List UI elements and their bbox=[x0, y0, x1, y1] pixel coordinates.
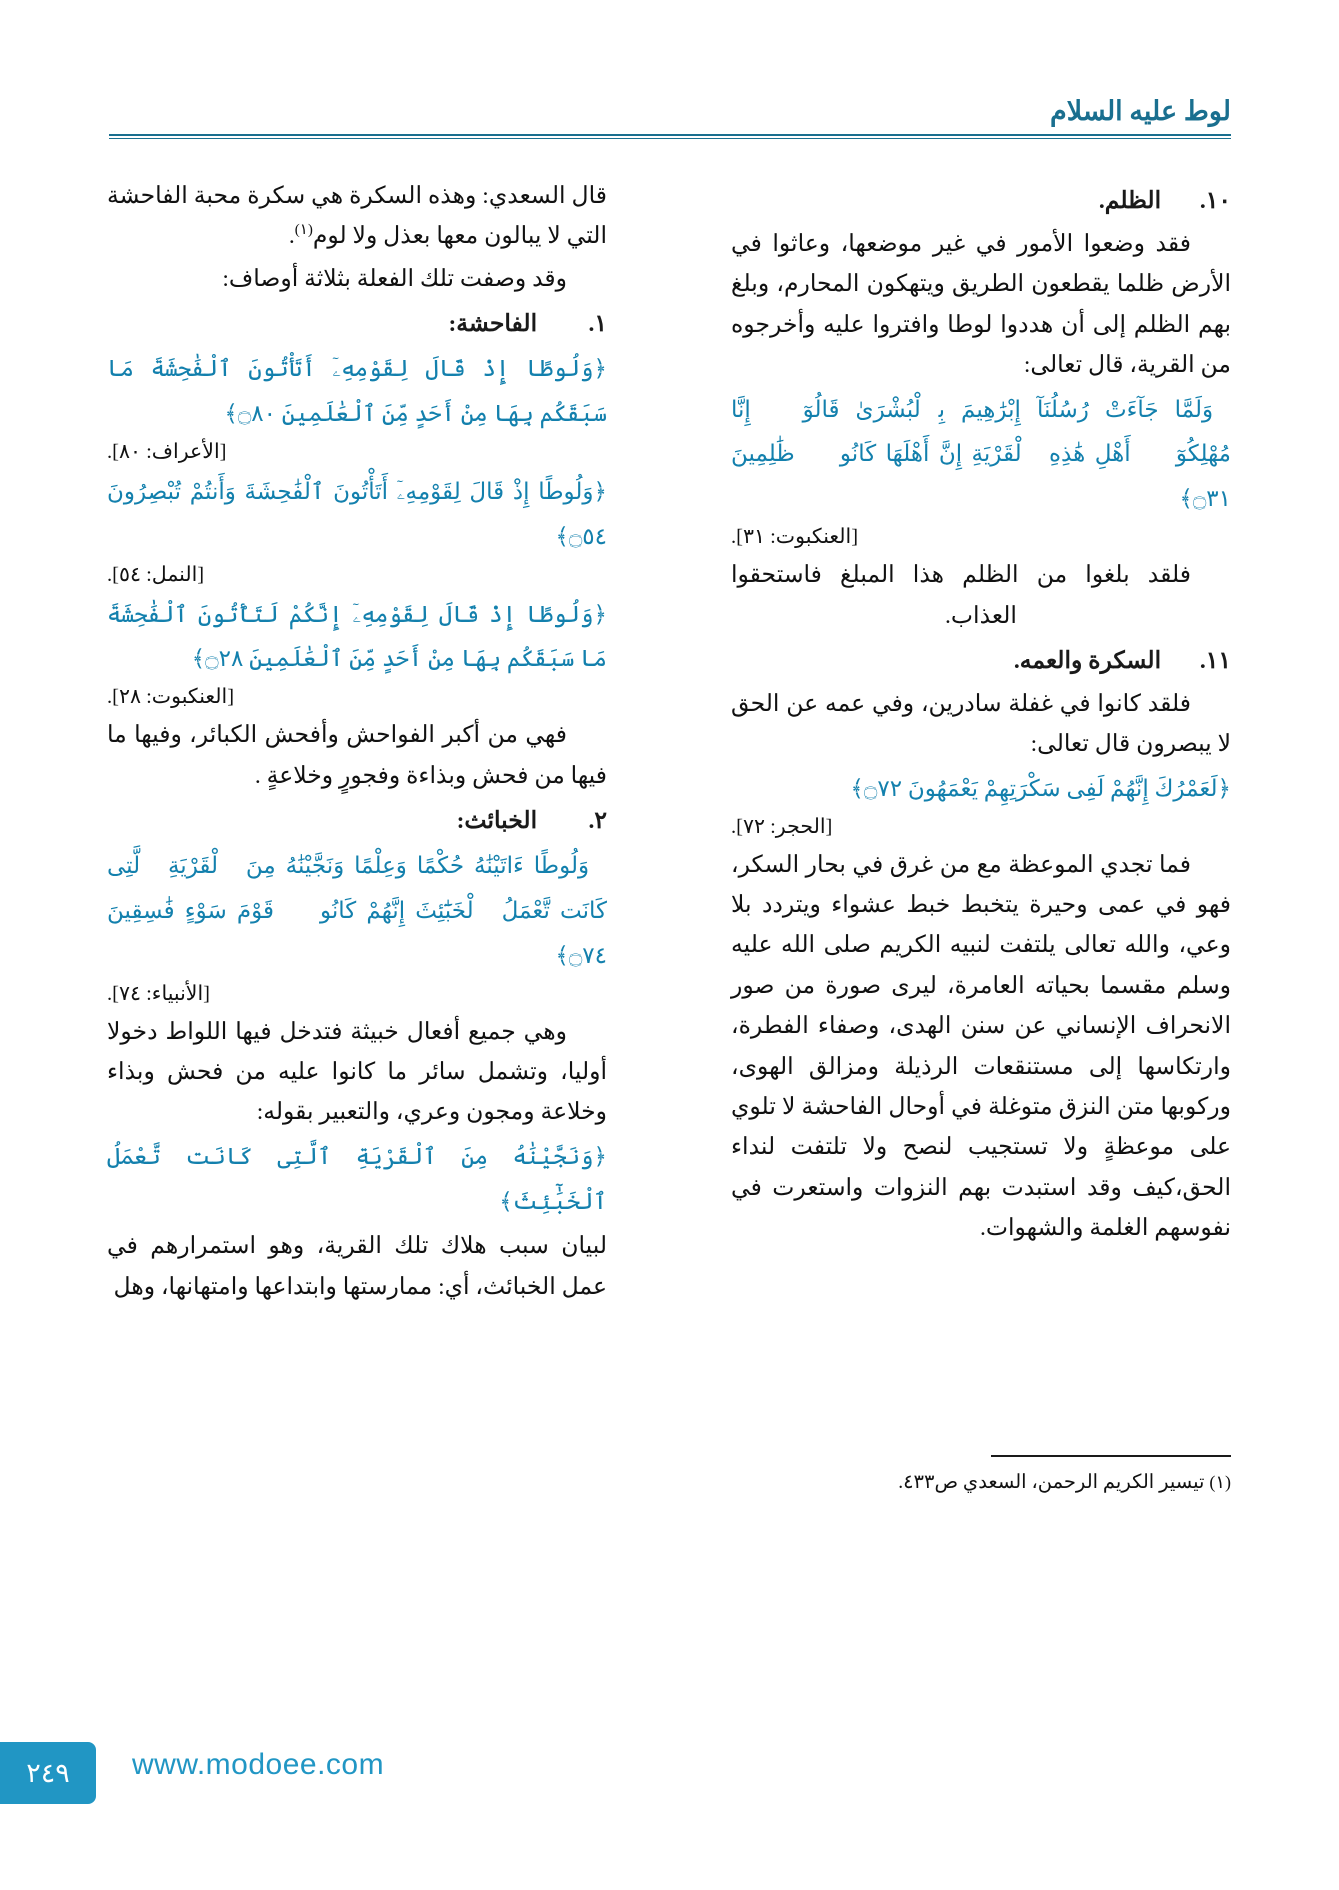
item-1-commentary: فهي من أكبر الفواحش وأفحش الكبائر، وفيها ما فيها من فحش وبذاءة وفجورٍ وخلاعةٍ . bbox=[107, 722, 607, 789]
page-header bbox=[111, 96, 1231, 139]
saadi-quote-text: قال السعدي: وهذه السكرة هي سكرة محبة الفاحشة التي لا يبالون معها بعذل ولا لوم bbox=[107, 183, 607, 250]
section-10-paragraph-2: فلقد بلغوا من الظلم هذا المبلغ فاستحقوا العذاب. bbox=[731, 562, 1191, 629]
item-1-title: الفاحشة: bbox=[448, 311, 538, 338]
item-1-reference-1: [الأعراف: ٨٠]. bbox=[107, 440, 227, 463]
section-11-heading bbox=[731, 642, 1231, 682]
text-columns bbox=[107, 176, 1231, 1436]
item-2-reference-1: [الأنبياء: ٧٤]. bbox=[107, 982, 210, 1005]
intro-paragraph: وقد وصفت تلك الفعلة بثلاثة أوصاف: bbox=[222, 265, 567, 292]
header-divider-thin bbox=[109, 138, 1231, 139]
website-url[interactable]: www.modoee.com bbox=[132, 1748, 385, 1781]
item-1-reference-3: [العنكبوت: ٢٨]. bbox=[107, 686, 235, 709]
section-11-number: ١١. bbox=[1199, 647, 1231, 674]
item-2-commentary-2: لبيان سبب هلاك تلك القرية، وهو استمرارهم في عمل الخبائث، أي: ممارستها وابتداعها وامتهانها، وهل bbox=[107, 1233, 607, 1300]
footnote-area bbox=[731, 1455, 1231, 1498]
section-10-reference-1: [العنكبوت: ٣١]. bbox=[731, 526, 859, 549]
item-1-reference-2: [النمل: ٥٤]. bbox=[107, 563, 205, 586]
item-2-quran-verse-1: ﴿وَلُوطًا ءَاتَيْنَٰهُ حُكْمًا وَعِلْمًا وَنَجَّيْنَٰهُ مِنَ ٱلْقَرْيَةِ ٱلَّتِى كَانَت تَّعْمَلُ ٱلْخَبَٰٓئِثَ إِنَّهُمْ كَانُوا۟ قَوْمَ سَوْءٍ فَٰسِقِينَ ۝٧٤﴾ bbox=[107, 852, 607, 968]
item-2-quran-verse-2: ﴿وَنَجَّيْنَٰهُ مِنَ ٱلْقَرْيَةِ ٱلَّتِى كَانَت تَّعْمَلُ ٱلْخَبَٰٓئِثَ﴾ bbox=[107, 1143, 607, 1214]
item-1-quran-verse-3: ﴿وَلُوطًا إِذْ قَالَ لِقَوْمِهِۦٓ إِنَّكُمْ لَتَأْتُونَ ٱلْفَٰحِشَةَ مَا سَبَقَكُم بِهَا مِنْ أَحَدٍ مِّنَ ٱلْعَٰلَمِينَ ۝٢٨﴾ bbox=[107, 601, 607, 672]
footnote-marker-inline: (١) bbox=[294, 222, 313, 239]
section-11-title: السكرة والعمه. bbox=[1013, 647, 1162, 674]
header-divider bbox=[109, 134, 1231, 136]
item-2-heading bbox=[107, 802, 607, 842]
column-right bbox=[731, 176, 1231, 1251]
footnote-text: تيسير الكريم الرحمن، السعدي ص٤٣٣. bbox=[898, 1472, 1205, 1493]
section-10-number: ١٠. bbox=[1199, 188, 1231, 214]
section-10-paragraph-1: فقد وضعوا الأمور في غير موضعها، وعاثوا في الأرض ظلما يقطعون الطريق ويتهكون المحارم، وبلغ بهم الظلم إلى أن هددوا لوطا وافتروا عليه وأخرجوه من القرية، قال تعالى: bbox=[731, 230, 1231, 379]
item-1-heading bbox=[107, 305, 607, 345]
section-11-reference-1: [الحجر: ٧٢]. bbox=[731, 815, 833, 838]
column-left bbox=[107, 176, 607, 1309]
item-2-number: ٢. bbox=[588, 808, 607, 835]
item-2-title: الخبائث: bbox=[456, 808, 538, 835]
section-11-quran-verse-1: ﴿لَعَمْرُكَ إِنَّهُمْ لَفِى سَكْرَتِهِمْ يَعْمَهُونَ ۝٧٢﴾ bbox=[850, 775, 1231, 801]
footnote-divider bbox=[991, 1455, 1231, 1457]
item-1-quran-verse-2: ﴿وَلُوطًا إِذْ قَالَ لِقَوْمِهِۦٓ أَتَأْتُونَ ٱلْفَٰحِشَةَ وَأَنتُمْ تُبْصِرُونَ ۝٥٤﴾ bbox=[107, 478, 607, 549]
page-title: لوط عليه السلام bbox=[1050, 96, 1231, 126]
item-1-number: ١. bbox=[588, 311, 607, 338]
item-1-quran-verse-1: ﴿وَلُوطًا إِذْ قَالَ لِقَوْمِهِۦٓ أَتَأْتُونَ ٱلْفَٰحِشَةَ مَا سَبَقَكُم بِهَا مِنْ أَحَدٍ مِّنَ ٱلْعَٰلَمِينَ ۝٨٠﴾ bbox=[107, 356, 607, 426]
page-footer bbox=[0, 1742, 1339, 1812]
section-10-title: الظلم. bbox=[1098, 188, 1162, 214]
saadi-quote-paragraph bbox=[107, 176, 607, 257]
section-10-heading bbox=[731, 182, 1231, 222]
footnote-number: (١) bbox=[1209, 1472, 1231, 1492]
saadi-quote-period: . bbox=[288, 223, 295, 250]
page-number-badge: ٢٤٩ bbox=[0, 1742, 96, 1804]
section-10-quran-verse-1: ﴿وَلَمَّا جَآءَتْ رُسُلُنَآ إِبْرَٰهِيمَ بِٱلْبُشْرَىٰ قَالُوٓا۟ إِنَّا مُهْلِكُوٓا۟ أَهْلِ هَٰذِهِ ٱلْقَرْيَةِ إِنَّ أَهْلَهَا كَانُوا۟ ظَٰلِمِينَ ۝٣١﴾ bbox=[731, 396, 1231, 512]
item-2-commentary-1: وهي جميع أفعال خبيثة فتدخل فيها اللواط دخولا أوليا، وتشمل سائر ما كانوا عليه من فحش وبذاء وخلاعة ومجون وعري، والتعبير بقوله: bbox=[107, 1018, 607, 1126]
footnote-line bbox=[731, 1467, 1231, 1498]
section-11-paragraph-2: فما تجدي الموعظة مع من غرق في بحار السكر، فهو في عمى وحيرة يتخبط خبط عشواء ويتردد بلا وعي، والله تعالى يلتفت لنبيه الكريم صلى الله عليه وسلم مقسما بحياته العامرة، ليرى صورة من صور الانحراف الإنساني عن سنن الهدى، وصفاء الفطرة، وارتكاسها إلى مستنقعات الرذيلة ومزالق الهوى، وركوبها متن النزق متوغلة في أوحال الفاحشة لا تلوي على موعظةٍ ولا تستجيب لنصح ولا تلتفت لنداء الحق،كيف وقد استبدت بهم النزوات واستعرت في نفوسهم الغلمة والشهوات. bbox=[731, 851, 1231, 1242]
section-11-paragraph-1: فلقد كانوا في غفلة سادرين، وفي عمه عن الحق لا يبصرون قال تعالى: bbox=[731, 690, 1231, 758]
